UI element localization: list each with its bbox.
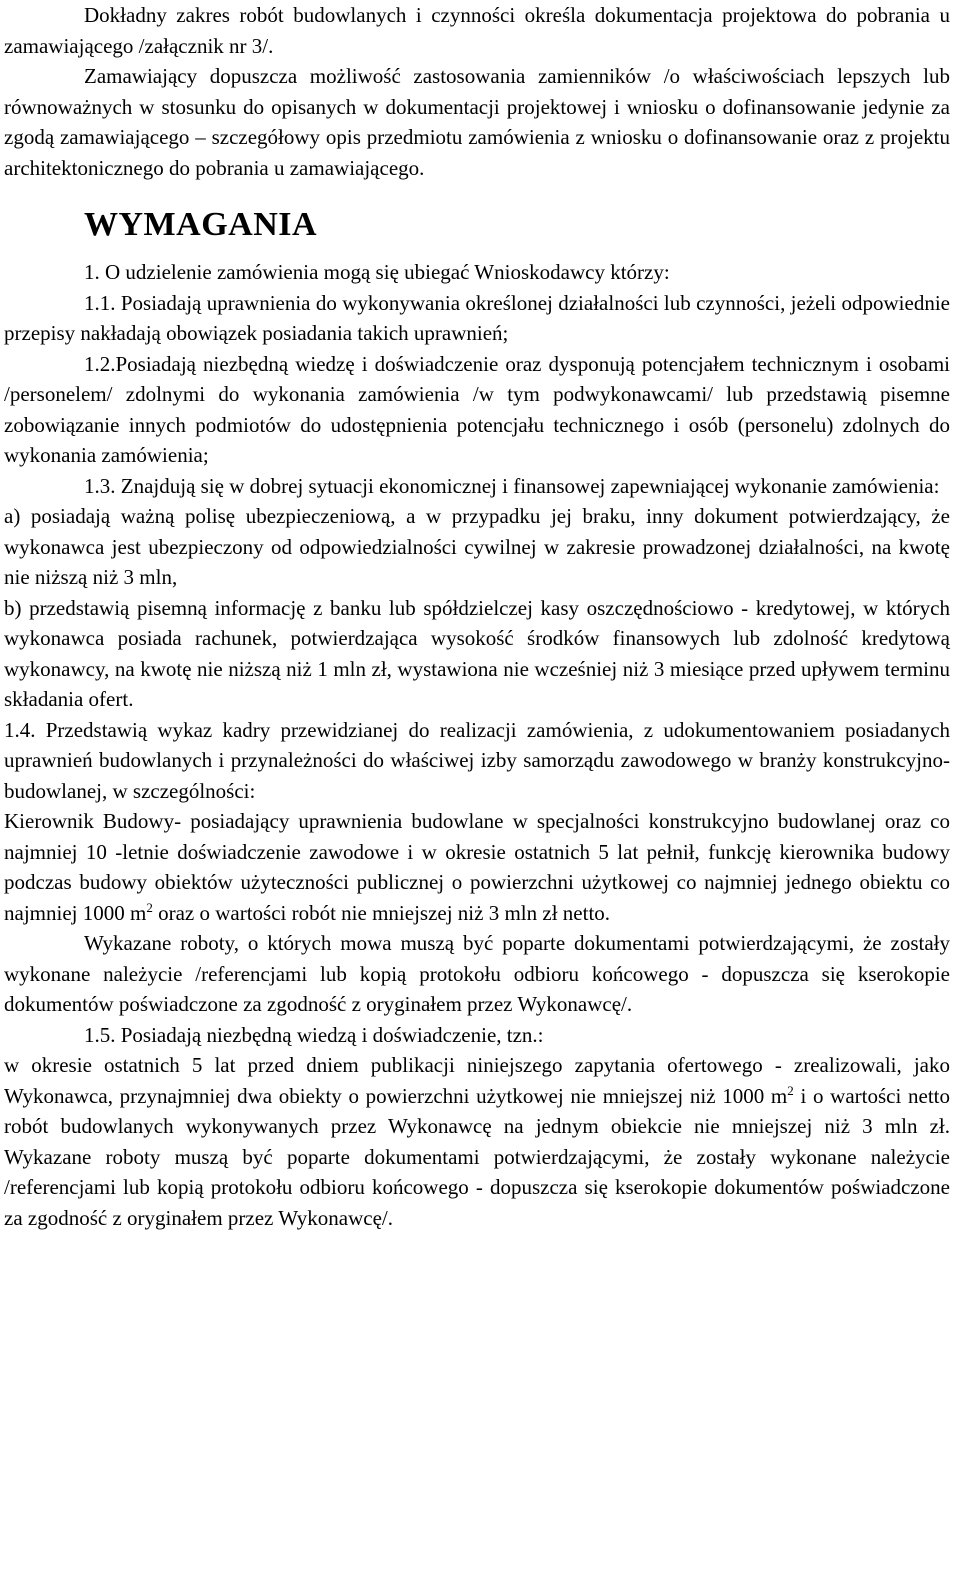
requirement-1-5: 1.5. Posiadają niezbędną wiedzą i doświadczenie, tzn.: (84, 1022, 544, 1047)
requirement-1-5-body (4, 1050, 950, 1233)
site-manager-text: Kierownik Budowy- posiadający uprawnienia budowlane w specjalności konstrukcyjno budowlanej oraz co najmniej 10 -letnie doświadczenie zawodowe i w okresie ostatnich 5 lat pełnił, funkcję kierownika budowy podczas budowy obiektów użyteczności publicznej o powierzchni użytkowej co najmniej jednego obiektu co najmniej 1000 m (4, 809, 950, 925)
intro-paragraph-substitutes: Zamawiający dopuszcza możliwość zastosowania zamienników /o właściwościach lepszych lub równoważnych w stosunku do opisanych w dokumentacji projektowej i wniosku o dofinansowanie jedynie za zgodą zamawiającego – szczegółowy opis przedmiotu zamówienia z wniosku o dofinansowanie oraz z projektu architektonicznego do pobrania u zamawiającego. (4, 64, 950, 180)
site-manager-text-end: oraz o wartości robót nie mniejszej niż 3 mln zł netto. (152, 900, 611, 925)
requirement-1-3: 1.3. Znajdują się w dobrej sytuacji ekonomicznej i finansowej zapewniającej wykonanie zamówienia: (84, 473, 940, 498)
requirement-1-3-a: a) posiadają ważną polisę ubezpieczeniową, a w przypadku jej braku, inny dokument potwierdzający, że wykonawca jest ubezpieczony od odpowiedzialności cywilnej w zakresie prowadzonej działalności, na kwotę nie niższą niż 3 mln, (4, 504, 950, 589)
requirement-1-4-site-manager (4, 806, 950, 928)
experience-text: w okresie ostatnich 5 lat przed dniem publikacji niniejszego zapytania ofertowego - zrealizowali, jako Wykonawca, przynajmniej dwa obiekty o powierzchni użytkowej nie mniejszej niż 1000 m (4, 1053, 950, 1108)
requirement-1-3-b: b) przedstawią pisemną informację z banku lub spółdzielczej kasy oszczędnościowo - kredytowej, w których wykonawca posiada rachunek, potwierdzająca wysokość środków finansowych lub zdolność kredytową wykonawcy, na kwotę nie niższą niż 1 mln zł, wystawiona nie wcześniej niż 3 miesiące przed upływem terminu składania ofert. (4, 595, 950, 711)
requirement-1-2: 1.2.Posiadają niezbędną wiedzę i doświadczenie oraz dysponują potencjałem technicznym i osobami /personelem/ zdolnymi do wykonania zamówienia /w tym podwykonawcami/ lub przedstawią pisemne zobowiązanie innych podmiotów do udostępnienia potencjału technicznego i osób (personelu) zdolnych do wykonania zamówienia; (4, 351, 950, 467)
intro-paragraph-scope: Dokładny zakres robót budowlanych i czynności określa dokumentacja projektowa do pobrania u zamawiającego /załącznik nr 3/. (4, 3, 950, 58)
requirement-1-4-proof: Wykazane roboty, o których mowa muszą być poparte dokumentami potwierdzającymi, że zostały wykonane należycie /referencjami lub kopią protokołu odbioru końcowego - dopuszcza się kserokopie dokumentów poświadczone za zgodność z oryginałem przez Wykonawcę/. (4, 931, 950, 1016)
requirement-1-1: 1.1. Posiadają uprawnienia do wykonywania określonej działalności lub czynności, jeżeli odpowiednie przepisy nakładają obowiązek posiadania takich uprawnień; (4, 290, 950, 345)
requirement-1-4: 1.4. Przedstawią wykaz kadry przewidzianej do realizacji zamówienia, z udokumentowaniem posiadanych uprawnień budowlanych i przynależności do właściwej izby samorządu zawodowego w branży konstrukcyjno-budowlanej, w szczególności: (4, 717, 950, 803)
superscript-2: 2 (146, 899, 153, 915)
experience-text-end: i o wartości netto robót budowlanych wykonywanych przez Wykonawcę na jednym obiekcie nie mniejszej niż 3 mln zł. Wykazane roboty muszą być poparte dokumentami potwierdzającymi, że zostały wykonane należycie /referencjami lub kopią protokołu odbioru końcowego - dopuszcza się kserokopie dokumentów poświadczone za zgodność z oryginałem przez Wykonawcę/. (4, 1083, 950, 1230)
section-heading: WYMAGANIA (84, 206, 318, 243)
superscript-2: 2 (787, 1082, 794, 1098)
requirement-1: 1. O udzielenie zamówienia mogą się ubiegać Wnioskodawcy którzy: (84, 260, 670, 284)
